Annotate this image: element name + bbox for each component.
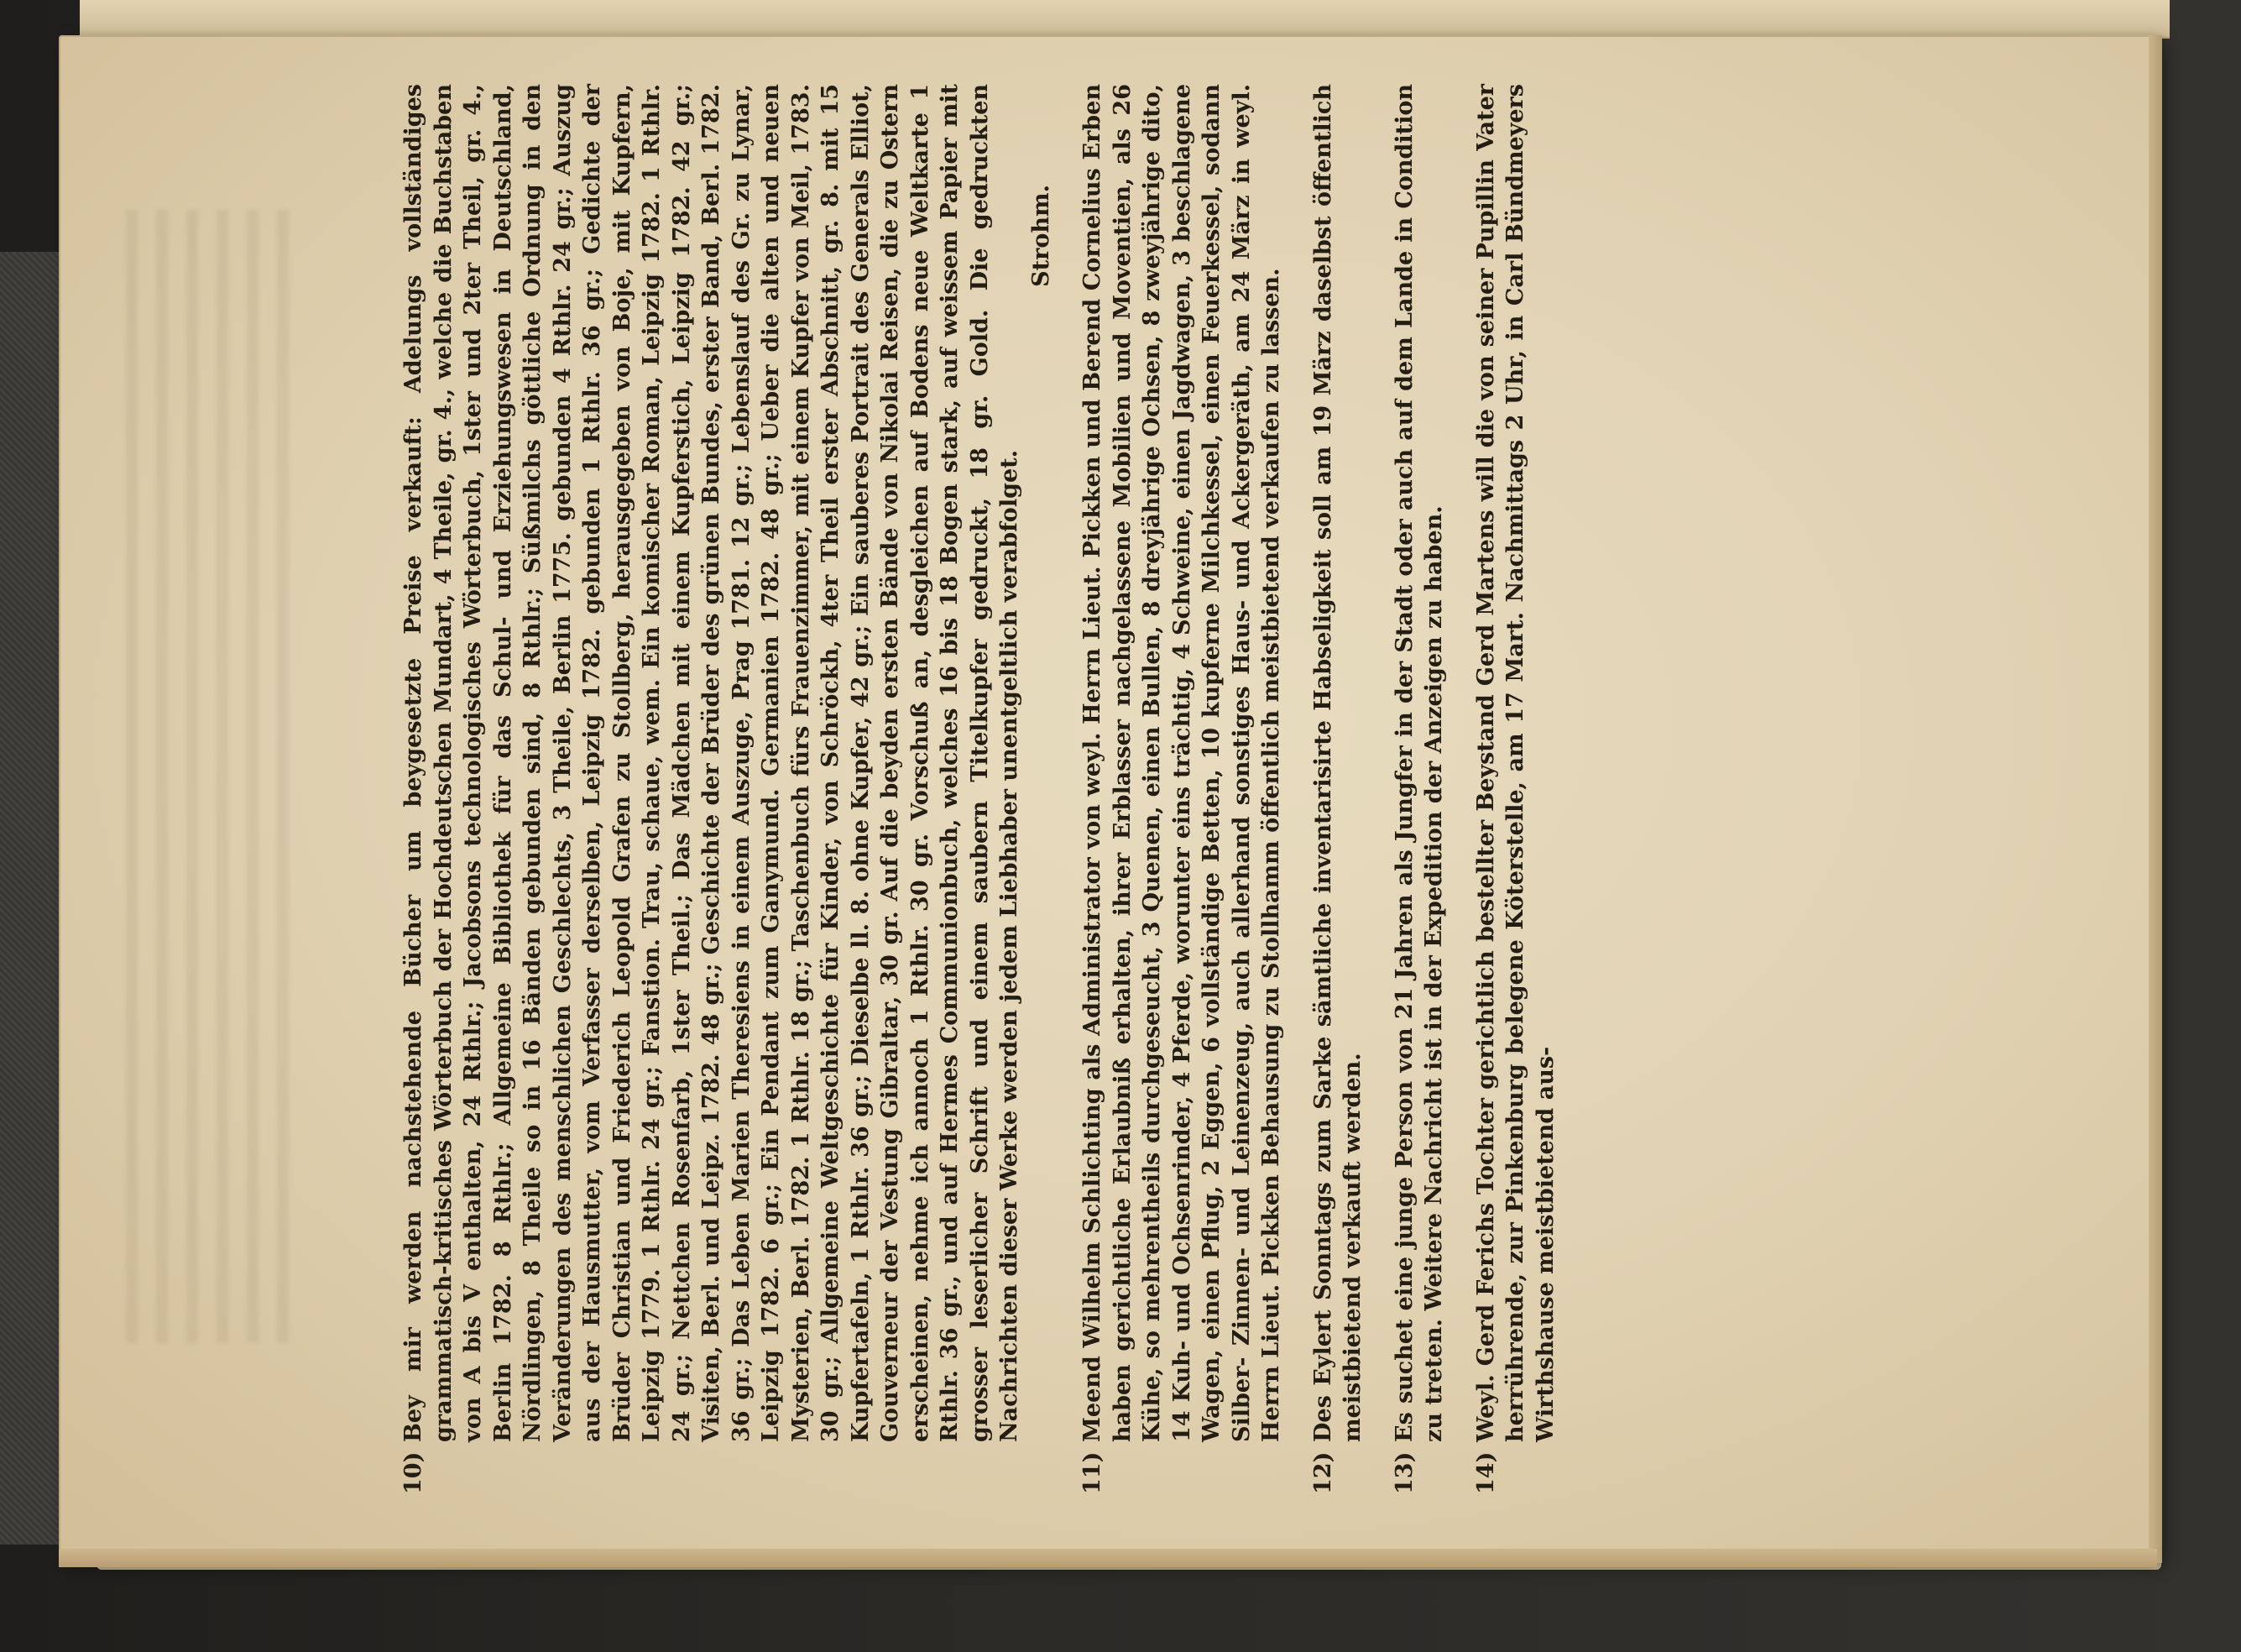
- entry-text: Des Eylert Sonntags zum Sarke sämtliche inventarisirte Habseligkeit soll am 19 März daselbst öffentlich meistbietend verkauft werden.: [1309, 84, 1366, 1442]
- entry-number: 11): [1079, 1451, 1105, 1494]
- entry-number: 14): [1472, 1451, 1499, 1494]
- entry-signature: Strohm.: [1027, 185, 1054, 287]
- entry-11: [1078, 84, 1287, 1494]
- entry-number: 10): [400, 1451, 426, 1494]
- entry-text: Meend Wilhelm Schlichting als Administrator von weyl. Herrn Lieut. Pickken und Berend Cornelius Erben haben gerichtliche Erlaubniß erhalten, ihrer Erblasser nachgelassene Mobilien und Moventien, als 26 Kühe, so mehrentheils durchgeseucht, 3 Quenen, einen Bullen, 8 dreyjährige Ochsen, 8 zweyjährige dito, 14 Kuh- und Ochsenrinder, 4 Pferde, worunter eins trächtig, 4 Schweine, einen Jagdwagen, 3 beschlagene Wagen, einen Pflug, 2 Eggen, 6 vollständige Betten, 10 kupferne Milchkessel, einen Feuerkessel, sodann Silber- Zinnen- und Leinenzeug, auch allerhand sonstiges Haus- und Ackergeräth, am 24 März in weyl. Herrn Lieut. Pickken Behausung zu Stollhamm öffentlich meistbietend verkaufen zu lassen.: [1079, 84, 1284, 1442]
- rotated-text-block: [399, 84, 1826, 1494]
- entry-number: 13): [1391, 1451, 1418, 1494]
- facing-page-strip: [80, 0, 2170, 39]
- entry-10: [399, 84, 1056, 1494]
- entry-13: [1390, 84, 1450, 1494]
- entry-number: 12): [1309, 1451, 1336, 1494]
- entry-text: Es suchet eine junge Person von 21 Jahren als Jungfer in der Stadt oder auch auf dem Lande in Condition zu treten. Weitere Nachricht ist in der Expedition der Anzeigen zu haben.: [1391, 84, 1447, 1442]
- page-edge-bottom: [59, 1549, 2157, 1567]
- page-edge-right: [2149, 35, 2162, 1563]
- entry-text: Bey mir werden nachstehende Bücher um beygesetzte Preise verkauft: Adelungs vollständiges grammatisch-kritisches Wörterbuch der Hochdeutschen Mundart, 4 Theile, gr. 4., welche die Buchstaben von A bis V enthalten, 24 Rthlr.; Jacobsons technologisches Wörterbuch, 1ster und 2ter Theil, gr. 4., Berlin 1782. 8 Rthlr.; Allgemeine Bibliothek für das Schul- und Erziehungswesen in Deutschland, Nördlingen, 8 Theile so in 16 Bänden gebunden sind, 8 Rthlr.; Süßmilchs göttliche Ordnung in den Veränderungen des menschlichen Geschlechts, 3 Theile, Berlin 1775. gebunden 4 Rthlr. 24 gr.; Auszug aus der Hausmutter, vom Verfasser derselben, Leipzig 1782. gebunden 1 Rthlr. 36 gr.; Gedichte der Brüder Christian und Friederich Leopold Grafen zu Stollberg, herausgegeben von Boje, mit Kupfern, Leipzig 1779. 1 Rthlr. 24 gr.; Fanstion. Trau, schaue, wem. Ein komischer Roman, Leipzig 1782. 1 Rthlr. 24 gr.; Nettchen Rosenfarb, 1ster Theil.; Das Mädchen mit einem Kupferstich, Leipzig 1782. 42 gr.; Visiten, Berl. und Leipz. 1782. 48 gr.; Geschichte der Brüder des grünen Bundes, erster Band, Berl. 1782. 36 gr.; Das Leben Marien Theresiens in einem Auszuge, Prag 1781. 12 gr.; Lebenslauf des Gr. zu Lynar, Leipzig 1782. 6 gr.; Ein Pendant zum Ganymund. Germanien 1782. 48 gr.; Ueber die alten und neuen Mysterien, Berl. 1782. 1 Rthlr. 18 gr.; Taschenbuch fürs Frauenzimmer, mit einem Kupfer von Meil, 1783. 30 gr.; Allgemeine Weltgeschichte für Kinder, von Schröckh, 4ter Theil erster Abschnitt, gr. 8. mit 15 Kupfertafeln, 1 Rthlr. 36 gr.; Dieselbe ll. 8. ohne Kupfer, 42 gr.; Ein sauberes Portrait des Generals Elliot, Gouverneur der Vestung Gibraltar, 30 gr. Auf die beyden ersten Bände von Nikolai Reisen, die zu Ostern erscheinen, nehme ich annoch 1 Rthlr. 30 gr. Vorschuß an, desgleichen auf Bodens neue Weltkarte 1 Rthlr. 36 gr., und auf Hermes Communionbuch, welches 16 bis 18 Bogen stark, auf weissem Papier mit grosser leserlicher Schrift und einem saubern Titelkupfer gedruckt, 18 gr. Gold. Die gedruckten Nachrichten dieser Werke werden jedem Liebhaber unentgeltlich verabfolget.: [400, 84, 1022, 1442]
- entry-text: Weyl. Gerd Ferichs Tochter gerichtlich bestellter Beystand Gerd Martens will die von seiner Pupillin Vater herrührende, zur Pinkenburg belegene Köterstelle, am 17 Mart. Nachmittags 2 Uhr, in Carl Bündmeyers Wirthshause meistbietend aus-: [1472, 84, 1559, 1442]
- entry-14: [1471, 84, 1561, 1494]
- entry-12: [1309, 84, 1368, 1494]
- bleed-through-text: [126, 210, 294, 1343]
